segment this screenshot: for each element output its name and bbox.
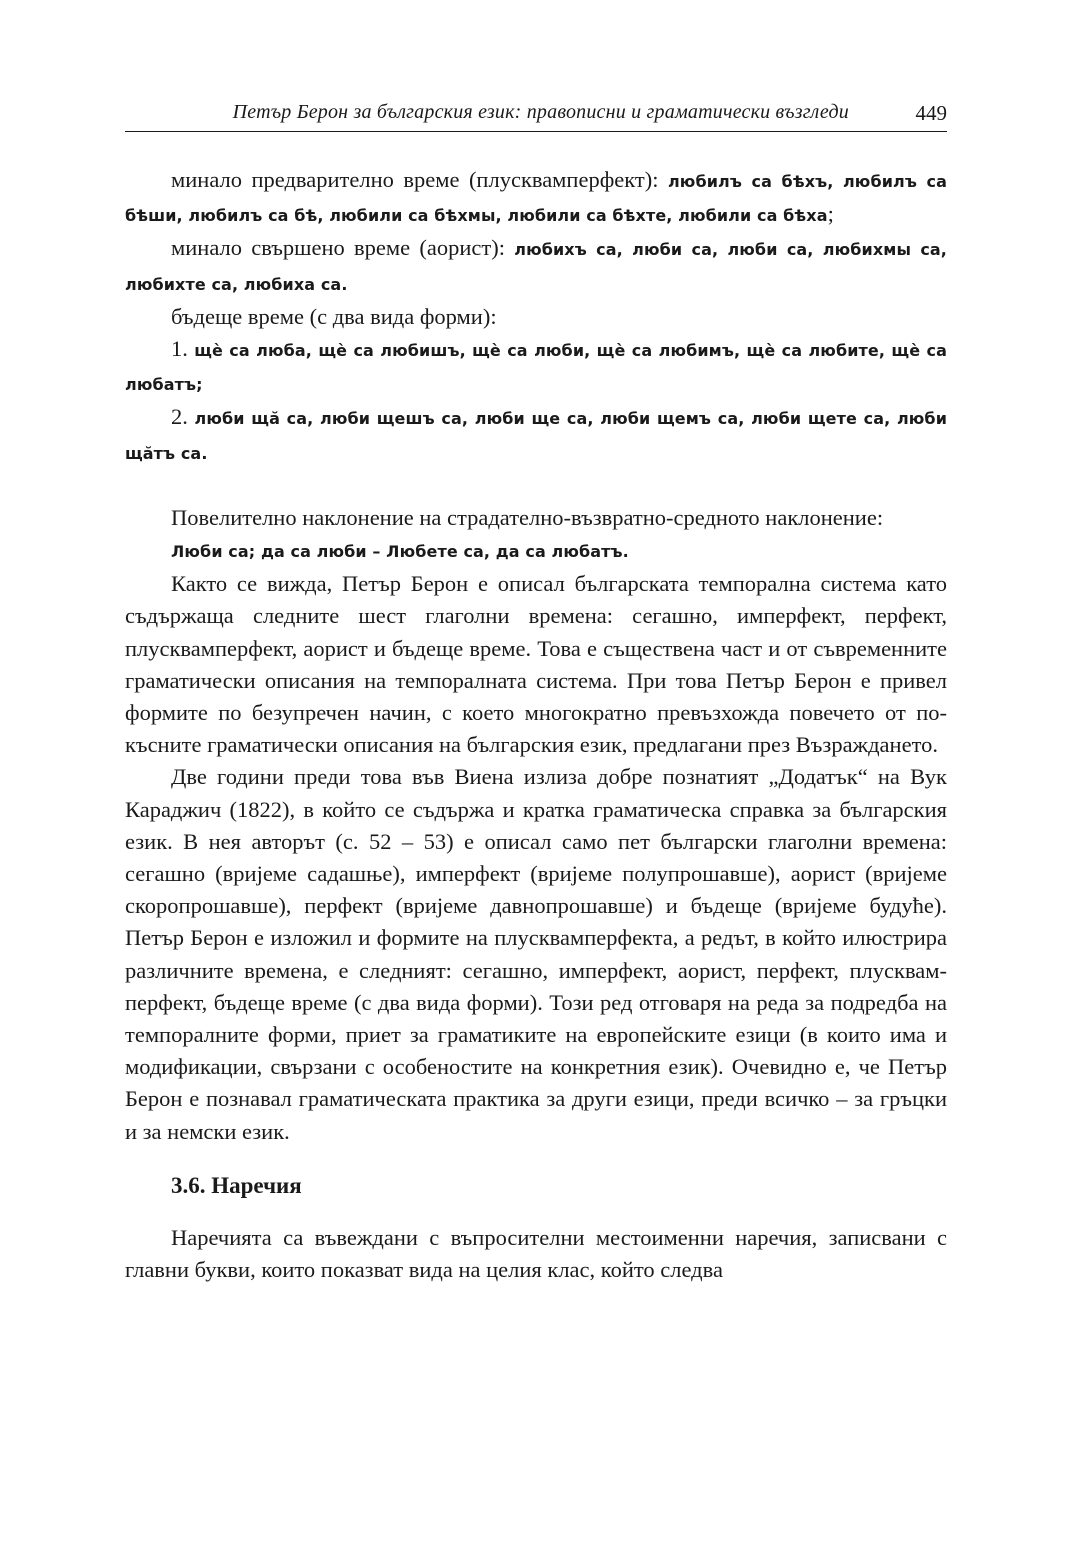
pluperfect-forms: любилъ са бѣхъ, любилъ са бѣши, любилъ са бѣ, любили са бѣхмы, любили са бѣхте, любили са бѣха — [125, 172, 947, 226]
future-2-number: 2. — [171, 404, 195, 430]
future-1-forms: щè са люба, щè са любишъ, щè са люби, щè са любимъ, щè са любите, щè са любатъ; — [125, 341, 947, 395]
running-header — [125, 101, 947, 132]
future-variant-2 — [125, 401, 947, 469]
body-text — [125, 164, 947, 1287]
pluperfect-intro: минало предварително време (плусквамперфект): — [171, 167, 668, 192]
future-1-number: 1. — [171, 336, 195, 362]
paragraph-adverbs: Наречията са въвеждани с въпросителни местоименни наречия, записвани с главни букви, които показват вида на целия клас, който следва — [125, 1225, 947, 1283]
running-title: Петър Берон за българския език: правописни и граматически възгледи — [232, 101, 849, 123]
future-variant-1 — [125, 333, 947, 401]
paragraph-temporal-system: Както се вижда, Петър Берон е описал българската темпорална система като съдържаща следните шест глаголни времена: сегашно, имперфект, перфект, плусквамперфект, аорист и бъдеще време. Това е съществена част и от съвременните граматически описания на темпоралната система. При това Петър Берон е привел формите по безупречен начин, с което многократно превъзхожда повечето от по-късните граматически описания на българския език, предлагани през Възраждането. — [125, 571, 947, 758]
aorist-intro: минало свършено време (аорист): — [171, 235, 515, 261]
aorist-line — [125, 232, 947, 300]
imperative-intro: Повелително наклонение на страдателно-възвратно-средното наклонение: — [171, 504, 884, 530]
future-2-forms: люби щă са, люби щешъ са, люби ще са, люби щемъ са, люби щете са, люби щăтъ са. — [125, 409, 948, 463]
aorist-forms: любихъ са, люби са, люби са, любихмы са, любихте са, любиха са. — [125, 240, 947, 294]
page-number: 449 — [915, 101, 947, 125]
imperative-forms-line — [125, 534, 947, 568]
future-intro: бъдеще време (с два вида форми): — [171, 303, 497, 329]
pluperfect-end: ; — [827, 201, 834, 227]
section-heading: 3.6. Наречия — [171, 1172, 302, 1198]
imperative-forms: Люби са; да са люби – Любете са, да са любатъ. — [171, 542, 629, 562]
paragraph-karadzic: Две години преди това във Виена излиза добре познатият „Додатък“ на Вук Караджич (1822), в който се съдържа и кратка граматическа справка за българския език. В нея авторът (с. 52 – 53) е описал само пет български глаголни времена: сегашно (вријеме садашње), имперфект (вријеме полупрошавше), аорист (вријеме скоропрошавше), перфект (вријеме давнопрошавше) и бъдеще (вријеме будуће). Петър Берон е изложил и формите на плусквамперфекта, а редът, в който илюстрира различните времена, е следният: сегашно, имперфект, аорист, перфект, плусквамперфект, бъдеще време (с два вида форми). Този ред отговаря на реда за подредба на темпоралните форми, приет за граматиките на европейските езици (в които има и модификации, свързани с особеностите на конкретния език). Очевидно е, че Петър Берон е познавал граматическата практика за други езици, преди всичко – за гръцки и за немски език. — [125, 764, 947, 1144]
pluperfect-line — [125, 164, 947, 232]
paragraph-gap — [125, 470, 947, 502]
